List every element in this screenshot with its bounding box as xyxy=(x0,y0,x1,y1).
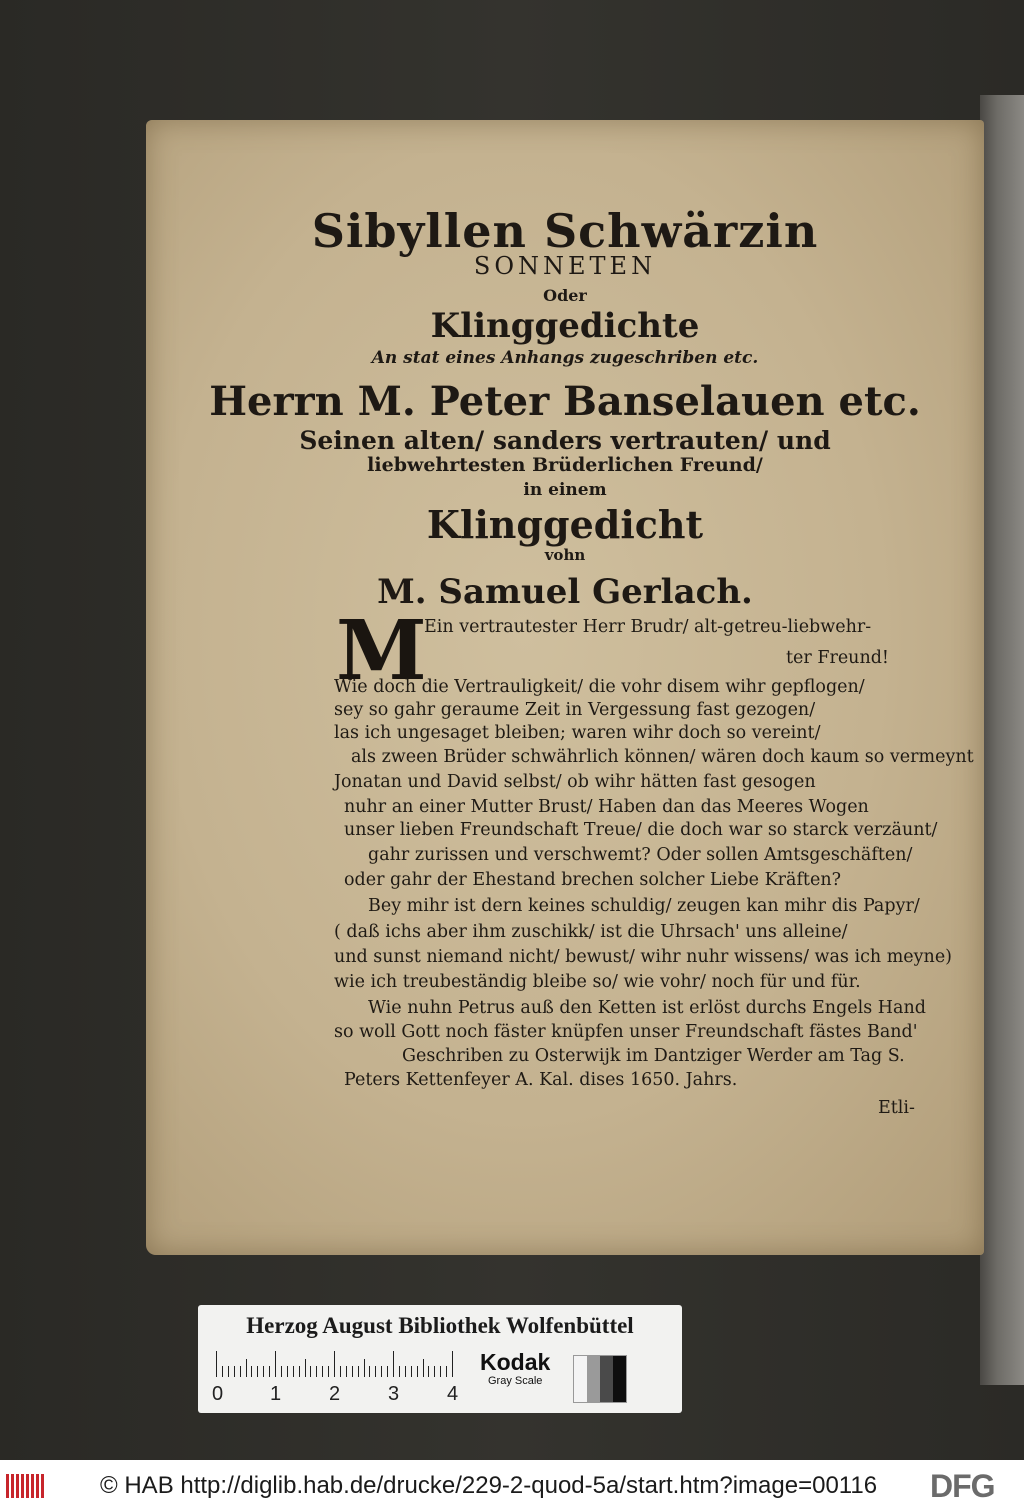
ruler-tick xyxy=(399,1366,400,1377)
poem-line: oder gahr der Ehestand brechen solcher Liebe Kräften? xyxy=(344,870,841,890)
decorated-initial: M xyxy=(336,603,427,699)
ruler-tick xyxy=(275,1351,276,1377)
poem-line: Jonatan und David selbst/ ob wihr hätten fast gesogen xyxy=(334,772,816,792)
logo-bar xyxy=(26,1474,29,1498)
poem-line: Bey mihr ist dern keines schuldig/ zeugen kan mihr dis Papyr/ xyxy=(368,896,920,916)
poem-line: Peters Kettenfeyer A. Kal. dises 1650. Jahrs. xyxy=(344,1070,738,1090)
ruler-tick xyxy=(234,1366,235,1377)
ruler-tick xyxy=(340,1366,341,1377)
logo-bar xyxy=(11,1474,14,1498)
ruler-tick xyxy=(375,1366,376,1377)
ruler-tick xyxy=(310,1366,311,1377)
ruler-tick xyxy=(369,1366,370,1377)
title-line: liebwehrtesten Brüderlichen Freund/ xyxy=(367,454,763,476)
library-color-card xyxy=(198,1305,682,1413)
ruler-tick xyxy=(287,1366,288,1377)
ruler-number: 0 xyxy=(212,1383,224,1405)
poem-line: las ich ungesaget bleiben; waren wihr doch so vereint/ xyxy=(334,723,821,743)
title-line: An stat eines Anhangs zugeschriben etc. xyxy=(371,348,759,368)
ruler-tick xyxy=(440,1366,441,1377)
ruler-tick xyxy=(411,1366,412,1377)
ruler-tick xyxy=(393,1351,394,1377)
poem-line: so woll Gott noch fäster knüpfen unser Freundschaft fästes Band' xyxy=(334,1022,918,1042)
logo-bar xyxy=(36,1474,39,1498)
poem-body xyxy=(146,120,984,1255)
poem-line: nuhr an einer Mutter Brust/ Haben dan das Meeres Wogen xyxy=(344,797,869,817)
ruler-tick xyxy=(446,1366,447,1377)
poem-line: und sunst niemand nicht/ bewust/ wihr nuhr wissens/ was ich meyne) xyxy=(334,947,953,967)
ruler-number: 3 xyxy=(388,1383,400,1405)
title-line: Seinen alten/ sanders vertrauten/ und xyxy=(299,426,831,455)
title-line: Sibyllen Schwärzin xyxy=(311,204,819,258)
title-line: vohn xyxy=(544,546,586,564)
title-line: Klinggedichte xyxy=(430,306,700,346)
poem-line: Wie doch die Vertrauligkeit/ die vohr disem wihr gepflogen/ xyxy=(334,677,865,697)
ruler-tick xyxy=(334,1351,335,1377)
copyright-link[interactable]: © HAB http://diglib.hab.de/drucke/229-2-quod-5a/start.htm?image=00116 xyxy=(100,1472,878,1499)
gray-scale-label: Gray Scale xyxy=(488,1375,543,1387)
library-name: Herzog August Bibliothek Wolfenbüttel xyxy=(246,1313,634,1338)
logo-bar xyxy=(21,1474,24,1498)
ruler-number: 2 xyxy=(329,1383,341,1405)
poem-line: gahr zurissen und verschwemt? Oder sollen Amtsgeschäften/ xyxy=(368,845,913,865)
ruler-tick xyxy=(240,1366,241,1377)
ruler-number: 1 xyxy=(270,1383,282,1405)
ruler-tick xyxy=(251,1366,252,1377)
title-line: SONNETEN xyxy=(473,252,657,280)
poem-line: sey so gahr geraume Zeit in Vergessung fast gezogen/ xyxy=(334,700,816,720)
adjacent-page-edge xyxy=(980,95,1024,1385)
ruler-tick xyxy=(263,1366,264,1377)
gray-scale-swatch xyxy=(573,1355,627,1403)
poem-line: ( daß ichs aber ihm zuschikk/ ist die Uhrsach' uns alleine/ xyxy=(334,922,848,942)
poem-line: als zween Brüder schwährlich können/ wären doch kaum so vermeynt xyxy=(351,747,974,767)
title-line: Klinggedicht xyxy=(426,502,704,547)
ruler-tick xyxy=(269,1366,270,1377)
ruler-tick xyxy=(346,1366,347,1377)
logo-bar xyxy=(31,1474,34,1498)
ruler-tick xyxy=(352,1366,353,1377)
ruler-tick xyxy=(299,1366,300,1377)
logo-bar xyxy=(41,1474,44,1498)
footer-bar xyxy=(0,1460,1024,1511)
ruler-tick xyxy=(358,1366,359,1377)
ruler-tick xyxy=(328,1366,329,1377)
ruler-tick xyxy=(216,1351,217,1377)
ruler-tick xyxy=(246,1359,247,1377)
poem-line: unser lieben Freundschaft Treue/ die doch war so starck verzäunt/ xyxy=(344,820,938,840)
poem-line: wie ich treubeständig bleibe so/ wie vohr/ noch für und für. xyxy=(334,972,861,992)
title-line: in einem xyxy=(523,480,607,500)
ruler-tick xyxy=(316,1366,317,1377)
logo-bar xyxy=(6,1474,9,1498)
poem-line: Ein vertrautester Herr Brudr/ alt-getreu-liebwehr- xyxy=(424,617,872,637)
hab-logo-icon xyxy=(6,1474,48,1498)
ruler-number: 4 xyxy=(447,1383,459,1405)
poem-line: ter Freund! xyxy=(786,648,889,668)
ruler-tick xyxy=(452,1351,453,1377)
title-line: Herrn M. Peter Banselauen etc. xyxy=(209,378,921,425)
kodak-logo: Kodak xyxy=(480,1349,551,1375)
ruler-tick xyxy=(428,1366,429,1377)
ruler-tick xyxy=(387,1366,388,1377)
catchword: Etli- xyxy=(878,1098,915,1118)
ruler-tick xyxy=(405,1366,406,1377)
ruler-tick xyxy=(257,1366,258,1377)
ruler-tick xyxy=(222,1366,223,1377)
ruler-tick xyxy=(228,1366,229,1377)
ruler-tick xyxy=(364,1359,365,1377)
scale-ruler xyxy=(216,1351,461,1377)
document-page xyxy=(146,120,984,1255)
poem-line: Geschriben zu Osterwijk im Dantziger Werder am Tag S. xyxy=(402,1046,905,1066)
ruler-tick xyxy=(281,1366,282,1377)
dfg-logo: DFG xyxy=(930,1468,995,1504)
ruler-tick xyxy=(434,1366,435,1377)
ruler-tick xyxy=(423,1359,424,1377)
poem-line: Wie nuhn Petrus auß den Ketten ist erlöst durchs Engels Hand xyxy=(368,998,926,1018)
title-line: Oder xyxy=(543,286,587,305)
ruler-tick xyxy=(322,1366,323,1377)
ruler-tick xyxy=(417,1366,418,1377)
title-line: M. Samuel Gerlach. xyxy=(377,572,753,612)
logo-bar xyxy=(16,1474,19,1498)
ruler-tick xyxy=(305,1359,306,1377)
ruler-tick xyxy=(293,1366,294,1377)
ruler-tick xyxy=(381,1366,382,1377)
